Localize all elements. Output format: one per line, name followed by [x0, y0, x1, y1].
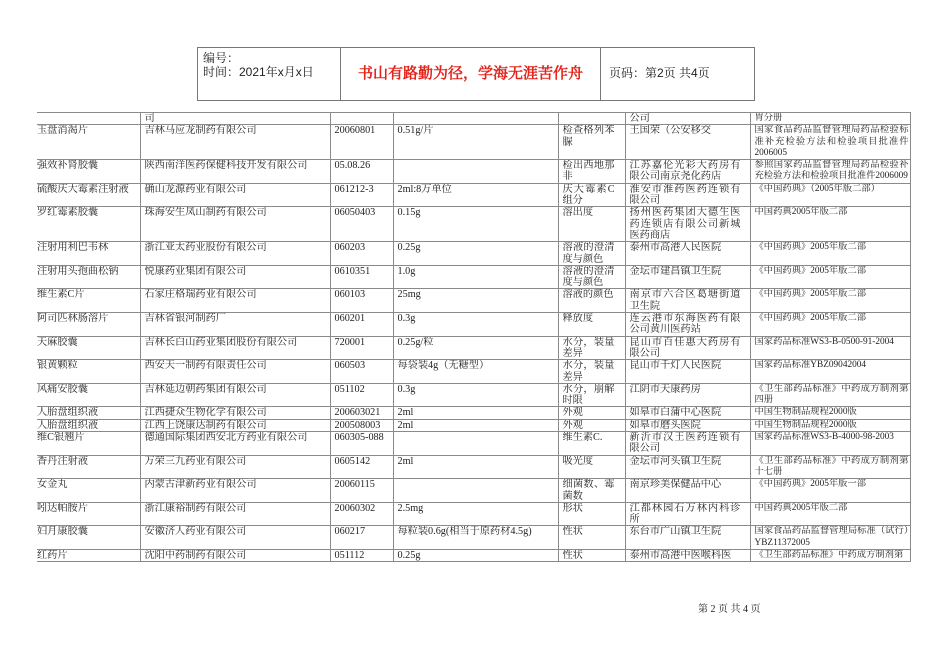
cell-manufacturer: 西安天一制药有限责任公司	[140, 360, 330, 384]
cell-product-name: 风痛安胶囊	[37, 383, 140, 407]
cell-batch-number: 0610351	[330, 265, 393, 289]
cell-inspection-standard: 《卫生部药品标准》中药成方制剂第四册	[750, 383, 910, 407]
page-indicator: 页码：第2页 共4页	[609, 65, 710, 80]
cell-batch-number: 720001	[330, 336, 393, 360]
cell-sampled-unit: 王国荣（公安移交	[625, 125, 750, 160]
cell-batch-number: 060305-088	[330, 432, 393, 456]
table-body	[37, 113, 910, 562]
cell-inspection-standard: 国家药品标准WS3-B-0500-91-2004	[750, 336, 910, 360]
cell-manufacturer: 悦康药业集团有限公司	[140, 265, 330, 289]
cell-test-item: 细菌数、霉菌数	[558, 479, 625, 503]
cell-specification: 2ml	[393, 419, 558, 431]
cell-test-item: 性状	[558, 526, 625, 550]
cell-batch-number: 060217	[330, 526, 393, 550]
cell-manufacturer: 陕西南洋医药保健科技开发有限公司	[140, 160, 330, 184]
cell-test-item: 水分，装量差异	[558, 360, 625, 384]
cell-sampled-unit: 南京市六合区葛塘街道卫生院	[625, 289, 750, 313]
cell-specification: 2ml:8万单位	[393, 183, 558, 207]
cell-product-name: 香丹注射液	[37, 455, 140, 479]
cell-test-item: 外观	[558, 419, 625, 431]
cell-test-item: 溶液的澄清度与颜色	[558, 265, 625, 289]
table-row	[37, 383, 910, 407]
cell-product-name: 人胎盘组织液	[37, 407, 140, 419]
cell-manufacturer: 石家庄格瑞药业有限公司	[140, 289, 330, 313]
cell-product-name: 硫酸庆大霉素注射液	[37, 183, 140, 207]
cell-manufacturer: 吉林延边朝药集团有限公司	[140, 383, 330, 407]
cell-batch-number: 060203	[330, 242, 393, 266]
cell-product-name: 妇月康胶囊	[37, 526, 140, 550]
cell-test-item: 溶液的澄清度与颜色	[558, 242, 625, 266]
cell-test-item: 维生素C.	[558, 432, 625, 456]
cell-batch-number: 060503	[330, 360, 393, 384]
cell-specification: 0.3g	[393, 383, 558, 407]
table-row	[37, 549, 910, 561]
cell-inspection-standard: 中国生物制品规程2000版	[750, 407, 910, 419]
cell-specification	[393, 160, 558, 184]
table-row	[37, 479, 910, 503]
cell-sampled-unit: 泰州市高港人民医院	[625, 242, 750, 266]
cell-manufacturer: 内蒙古津新药业有限公司	[140, 479, 330, 503]
cell-sampled-unit: 南京珍美保健品中心	[625, 479, 750, 503]
header-meta-cell	[198, 48, 341, 100]
cell-specification: 0.15g	[393, 207, 558, 242]
table-row	[37, 360, 910, 384]
cell-sampled-unit: 江都林园石万林内科诊所	[625, 502, 750, 526]
cell-batch-number: 06050403	[330, 207, 393, 242]
cell-manufacturer: 江西上饶康达制药有限公司	[140, 419, 330, 431]
cell-inspection-standard: 《中国药典》2005年版二部	[750, 242, 910, 266]
cell-inspection-standard: 国家食品药品监督管理局药品检验标准补充检验方法和检验项目批准件2006005	[750, 125, 910, 160]
cell-product-name: 红药片	[37, 549, 140, 561]
table-row	[37, 313, 910, 337]
document-number-label: 编号：	[203, 51, 240, 65]
cell-inspection-standard: 《中国药典》2005年版二部	[750, 265, 910, 289]
cell-manufacturer: 沈阳中药制药有限公司	[140, 549, 330, 561]
cell-test-item: 溶出度	[558, 207, 625, 242]
header-motto-cell	[341, 48, 601, 100]
cell-batch-number: 061212-3	[330, 183, 393, 207]
table-row	[37, 125, 910, 160]
cell-manufacturer: 江西捷众生物化学有限公司	[140, 407, 330, 419]
cell-batch-number: 051102	[330, 383, 393, 407]
cell-test-item: 吸光度	[558, 455, 625, 479]
cell-product-name: 女金丸	[37, 479, 140, 503]
cell-sampled-unit: 泰州市高港中医喉科医	[625, 549, 750, 561]
cell-sampled-unit: 如皋市白蒲中心医院	[625, 407, 750, 419]
table-row	[37, 265, 910, 289]
table-row	[37, 526, 910, 550]
cell-test-item: 水分，崩解时限	[558, 383, 625, 407]
table-row	[37, 432, 910, 456]
table-row	[37, 407, 910, 419]
cell-inspection-standard: 《中国药典》2005年版一部	[750, 479, 910, 503]
cell-batch-number	[330, 113, 393, 125]
cell-specification: 2ml	[393, 455, 558, 479]
table-row	[37, 160, 910, 184]
table-row	[37, 455, 910, 479]
cell-specification: 0.25g	[393, 242, 558, 266]
cell-product-name	[37, 113, 140, 125]
cell-product-name: 维C银翘片	[37, 432, 140, 456]
cell-test-item: 溶液的颜色	[558, 289, 625, 313]
cell-sampled-unit: 东台市广山镇卫生院	[625, 526, 750, 550]
cell-product-name: 维生素C片	[37, 289, 140, 313]
cell-test-item: 性状	[558, 549, 625, 561]
document-header	[197, 47, 755, 101]
cell-manufacturer: 万荣三九药业有限公司	[140, 455, 330, 479]
cell-manufacturer: 吉林长白山药业集团股份有限公司	[140, 336, 330, 360]
cell-product-name: 强效补肾胶囊	[37, 160, 140, 184]
cell-specification: 每粒装0.6g(相当于原药材4.5g)	[393, 526, 558, 550]
cell-inspection-standard: 《卫生部药品标准》中药成方制剂第十七册	[750, 455, 910, 479]
cell-batch-number: 20060302	[330, 502, 393, 526]
cell-product-name: 注射用头孢曲松钠	[37, 265, 140, 289]
cell-inspection-standard: 国家药品标准WS3-B-4000-98-2003	[750, 432, 910, 456]
table-row	[37, 113, 910, 125]
cell-inspection-standard: 中国生物制品规程2000版	[750, 419, 910, 431]
cell-inspection-standard: 中国药典2005年版二部	[750, 502, 910, 526]
cell-specification: 0.25g/粒	[393, 336, 558, 360]
cell-product-name: 吲达帕胺片	[37, 502, 140, 526]
cell-test-item: 释放度	[558, 313, 625, 337]
cell-batch-number: 0605142	[330, 455, 393, 479]
cell-sampled-unit: 公司	[625, 113, 750, 125]
cell-batch-number: 20060115	[330, 479, 393, 503]
cell-sampled-unit: 昆山市百佳惠大药房有限公司	[625, 336, 750, 360]
cell-product-name: 银黄颗粒	[37, 360, 140, 384]
cell-sampled-unit: 如皋市磨头医院	[625, 419, 750, 431]
cell-test-item: 水分，装量差异	[558, 336, 625, 360]
cell-specification	[393, 432, 558, 456]
cell-manufacturer: 吉林省银河制药厂	[140, 313, 330, 337]
cell-inspection-standard: 《卫生部药品标准》中药成方制剂第	[750, 549, 910, 561]
cell-specification	[393, 479, 558, 503]
cell-sampled-unit: 淮安市淮药医药连锁有限公司	[625, 183, 750, 207]
cell-sampled-unit: 金坛市河头镇卫生院	[625, 455, 750, 479]
drug-inspection-table	[37, 112, 911, 562]
cell-specification: 0.3g	[393, 313, 558, 337]
cell-test-item	[558, 113, 625, 125]
table-row	[37, 419, 910, 431]
cell-inspection-standard: 参照国家药品监督管理局药品检验补充检验方法和检验项目批准件2006009	[750, 160, 910, 184]
header-page-cell	[601, 48, 754, 100]
cell-test-item: 形状	[558, 502, 625, 526]
cell-sampled-unit: 连云港市东海医药有限公司黄川医药站	[625, 313, 750, 337]
cell-manufacturer: 浙江康裕制药有限公司	[140, 502, 330, 526]
cell-batch-number: 20060801	[330, 125, 393, 160]
cell-inspection-standard: 胃分册	[750, 113, 910, 125]
footer-page-number: 第 2 页 共 4 页	[698, 604, 761, 615]
table-row	[37, 502, 910, 526]
table-row	[37, 336, 910, 360]
cell-inspection-standard: 国家药品标准YBZ09042004	[750, 360, 910, 384]
cell-sampled-unit: 新沂市汉王医药连锁有限公司	[625, 432, 750, 456]
cell-inspection-standard: 《中国药典》2005年版二部	[750, 289, 910, 313]
cell-specification: 0.25g	[393, 549, 558, 561]
cell-sampled-unit: 江苏嘉伦光彩大药房有限公司南京尧化药店	[625, 160, 750, 184]
cell-batch-number: 060103	[330, 289, 393, 313]
cell-sampled-unit: 扬州医药集团大德生医药连锁店有限公司新城医药商店	[625, 207, 750, 242]
cell-specification: 2.5mg	[393, 502, 558, 526]
page-footer	[698, 604, 761, 616]
cell-manufacturer: 浙江亚太药业股份有限公司	[140, 242, 330, 266]
cell-product-name: 阿司匹林肠溶片	[37, 313, 140, 337]
cell-sampled-unit: 江阴市天康药房	[625, 383, 750, 407]
cell-specification: 1.0g	[393, 265, 558, 289]
cell-specification	[393, 113, 558, 125]
cell-manufacturer: 吉林马应龙制药有限公司	[140, 125, 330, 160]
cell-test-item: 庆大霉素C组分	[558, 183, 625, 207]
table-row	[37, 207, 910, 242]
cell-manufacturer: 确山龙源药业有限公司	[140, 183, 330, 207]
cell-inspection-standard: 《中国药典》（2005年版二部）	[750, 183, 910, 207]
cell-manufacturer: 德通国际集团西安北方药业有限公司	[140, 432, 330, 456]
motto-text: 书山有路勤为径，学海无涯苦作舟	[357, 64, 583, 82]
cell-product-name: 人胎盘组织液	[37, 419, 140, 431]
cell-specification: 25mg	[393, 289, 558, 313]
cell-sampled-unit: 金坛市建昌镇卫生院	[625, 265, 750, 289]
cell-test-item: 检出西地那非	[558, 160, 625, 184]
cell-sampled-unit: 昆山市千灯人民医院	[625, 360, 750, 384]
cell-product-name: 罗红霉素胶囊	[37, 207, 140, 242]
cell-product-name: 天麻胶囊	[37, 336, 140, 360]
cell-test-item: 外观	[558, 407, 625, 419]
document-date-label: 时间：2021年x月x日	[203, 65, 314, 79]
cell-batch-number: 200508003	[330, 419, 393, 431]
cell-inspection-standard: 《中国药典》2005年版二部	[750, 313, 910, 337]
table-row	[37, 242, 910, 266]
cell-product-name: 注射用利巴韦林	[37, 242, 140, 266]
cell-manufacturer: 司	[140, 113, 330, 125]
cell-manufacturer: 安徽济人药业有限公司	[140, 526, 330, 550]
cell-batch-number: 05.08.26	[330, 160, 393, 184]
cell-specification: 2ml	[393, 407, 558, 419]
cell-specification: 0.51g/片	[393, 125, 558, 160]
cell-specification: 每袋装4g（无糖型）	[393, 360, 558, 384]
cell-batch-number: 060201	[330, 313, 393, 337]
cell-inspection-standard: 国家食品药品监督管理局标准（试行）YBZ11372005	[750, 526, 910, 550]
cell-batch-number: 200603021	[330, 407, 393, 419]
cell-test-item: 检查格列苯脲	[558, 125, 625, 160]
cell-batch-number: 051112	[330, 549, 393, 561]
cell-product-name: 玉盘消渴片	[37, 125, 140, 160]
table-row	[37, 183, 910, 207]
table-row	[37, 289, 910, 313]
cell-manufacturer: 珠海安生凤山制药有限公司	[140, 207, 330, 242]
cell-inspection-standard: 中国药典2005年版二部	[750, 207, 910, 242]
